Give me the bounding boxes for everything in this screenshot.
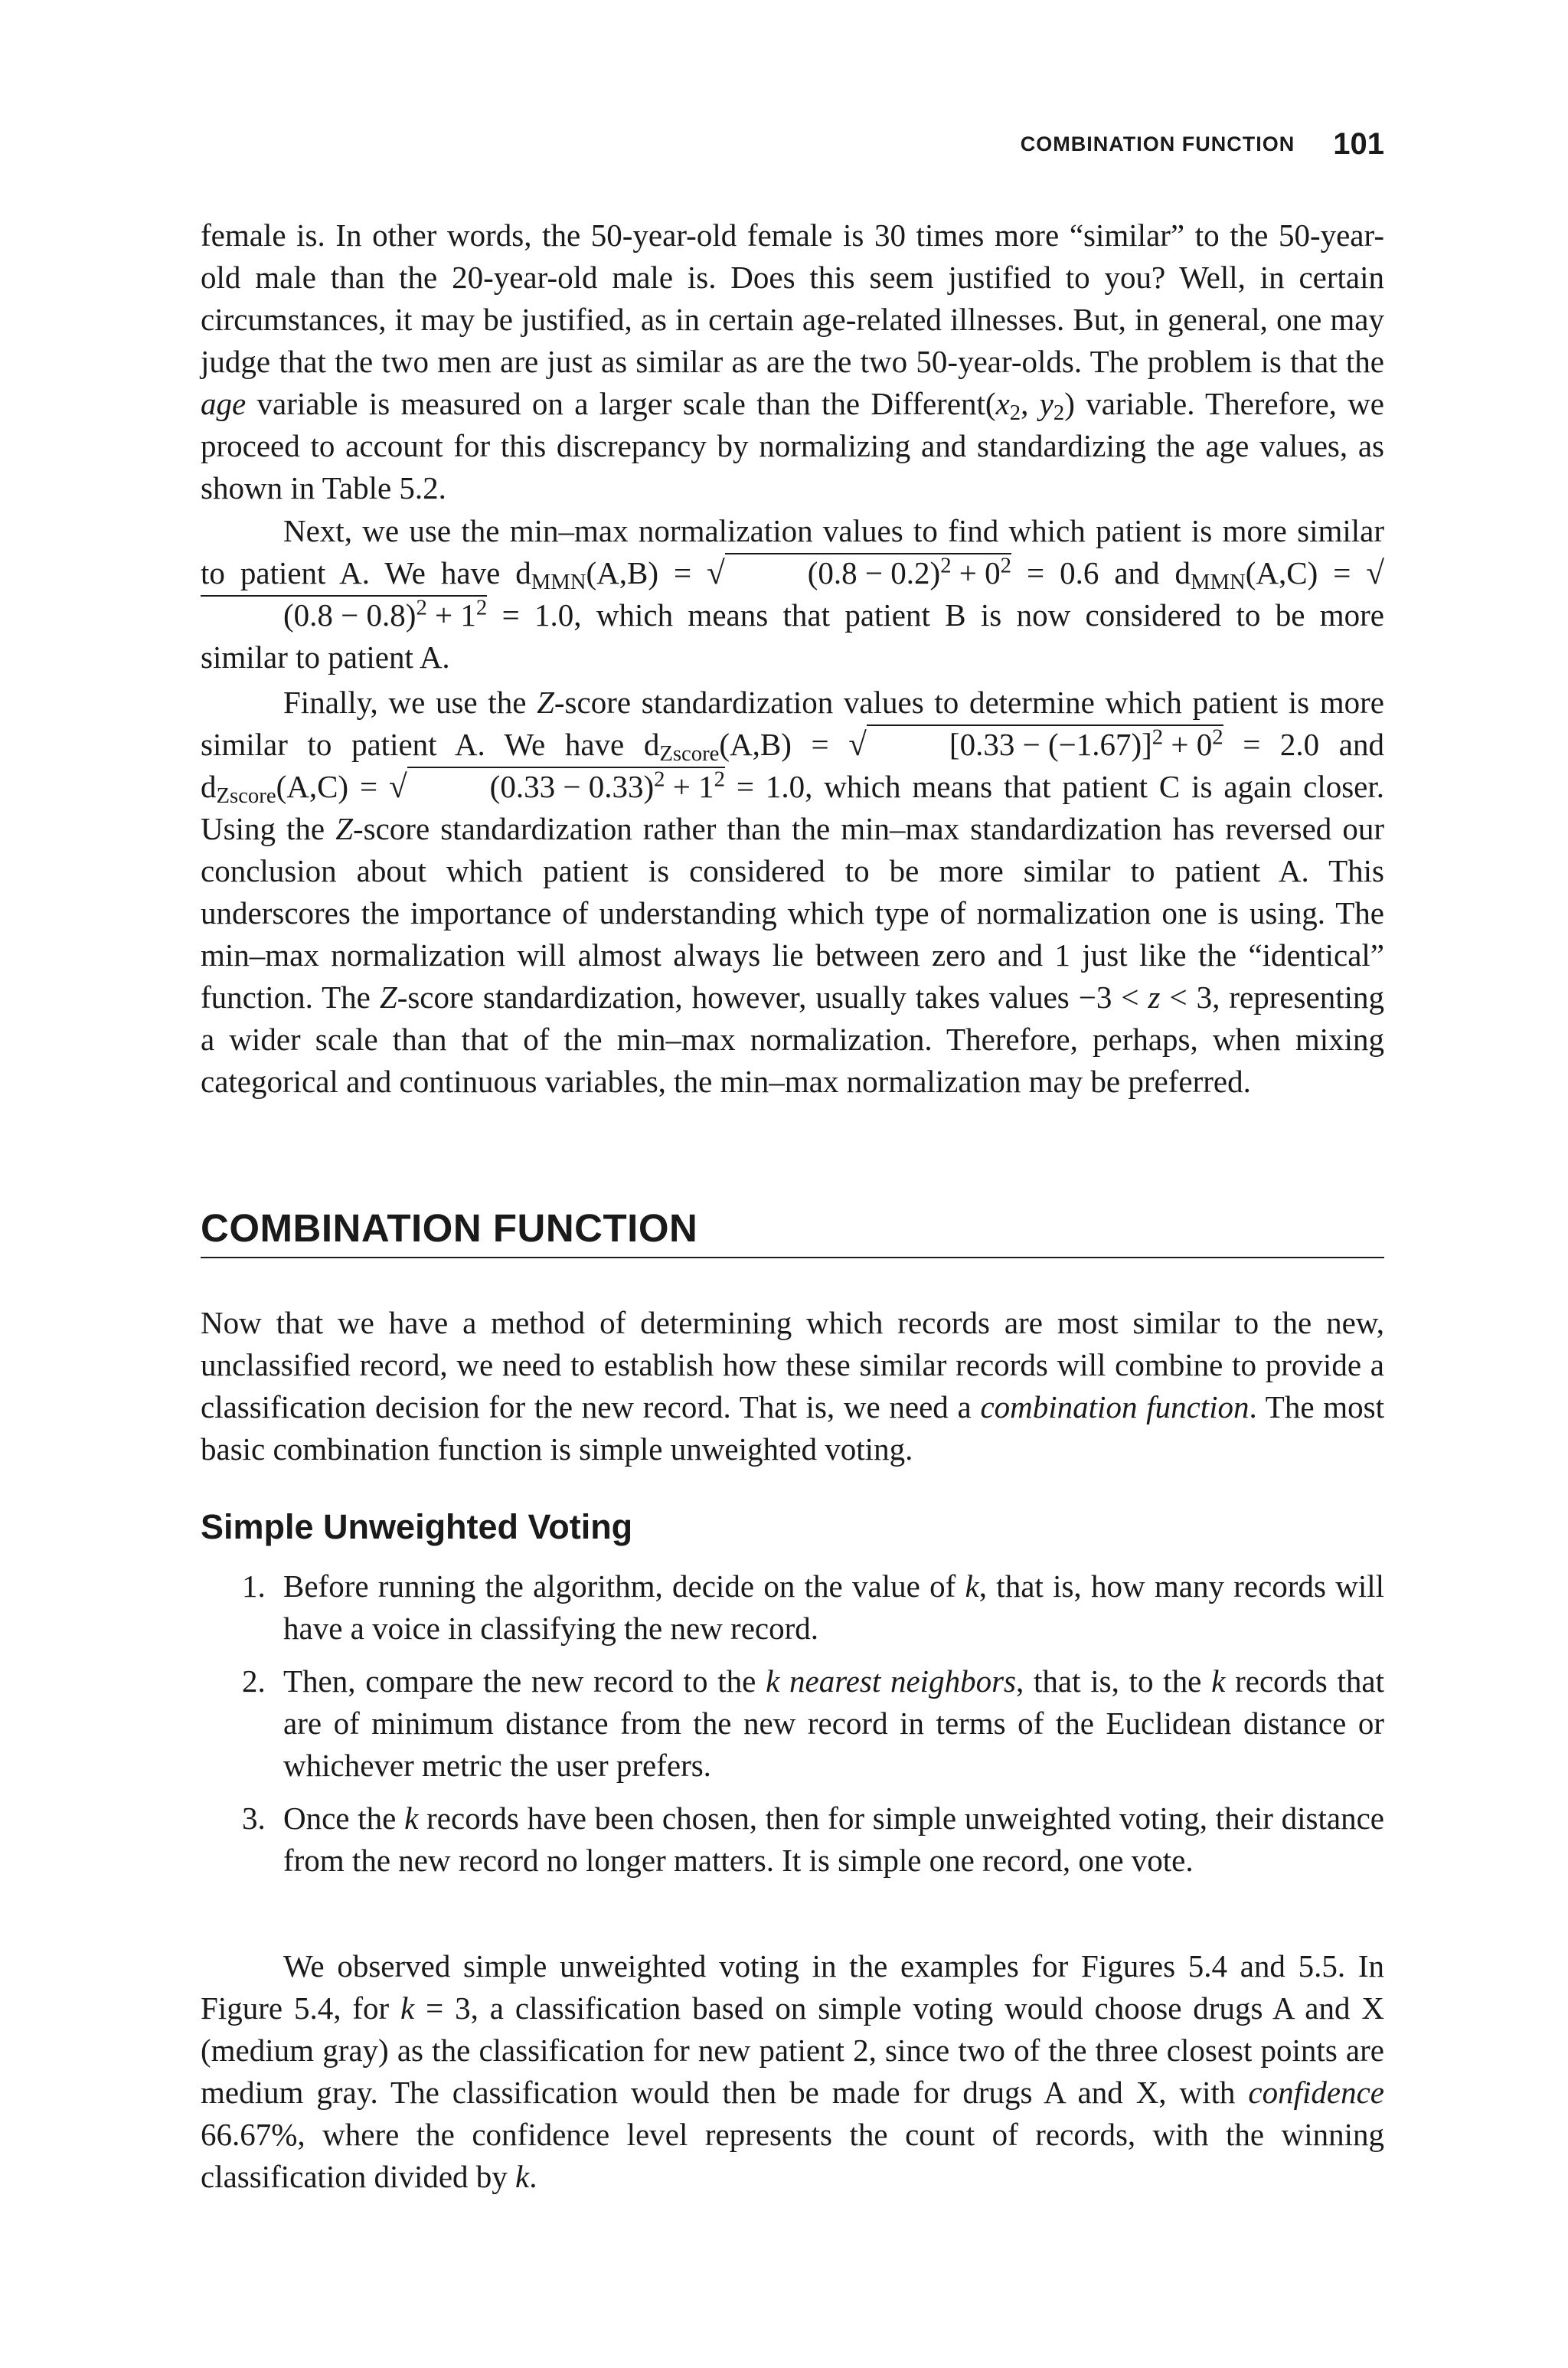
text-run: . The most basic combination function is simple unweighted voting. <box>201 1389 1384 1467</box>
text-run: , that is, how many records will have a voice in classifying the new record. <box>283 1568 1384 1646</box>
list-item <box>201 1565 1384 1650</box>
text-run: (A,B) = <box>719 727 849 762</box>
subsection-heading: Simple Unweighted Voting <box>201 1507 633 1546</box>
math-var: k <box>404 1801 419 1836</box>
text-run: female is. In other words, the 50-year-old female is 30 times more “similar” to the 50-year-old male than the 20-year-old male is. Does this seem justified to you? Well, in certain circumstances, it may be justified, as in certain age-related illnesses. But, in general, one may judge that the two men are just as similar as are the two 50-year-olds. The problem is that the <box>201 218 1384 379</box>
text-run: Then, compare the new record to the <box>283 1663 766 1699</box>
math-var: z <box>1148 980 1161 1015</box>
paragraph-age-scale <box>201 214 1384 509</box>
math-expr: + 0 <box>1163 727 1213 762</box>
math-expr: (0.33 − 0.33) <box>489 769 655 804</box>
list-item <box>201 1660 1384 1787</box>
sqrt-radicand <box>867 724 1223 763</box>
paragraph-voting-example <box>201 1945 1384 2198</box>
text-run: = 3, a classification based on simple voting would choose drugs A and X (medium gray) as the classification for new patient 2, since two of the three closest points are medium gray. The classification would then be made for drugs A and X, with <box>201 1990 1384 2110</box>
text-run: < 3, representing a wider scale than that of the min–max normalization. Therefore, perhaps, when mixing categorical and continuous variables, the min–max normalization may be preferred. <box>201 980 1384 1099</box>
superscript: 2 <box>475 595 488 620</box>
list-number: 3. <box>242 1801 266 1836</box>
text-run: Now that we have a method of determining which records are most similar to the new, unclassified record, we need to establish how these similar records will combine to provide a classification decision for the new record. That is, we need a <box>201 1305 1384 1424</box>
sqrt-radicand <box>407 767 725 805</box>
subscript: MMN <box>1191 570 1246 595</box>
math-var: k <box>965 1568 979 1604</box>
text-run: ) variable. Therefore, we proceed to account for this discrepancy by normalizing and standardizing the age values, as shown in Table 5.2. <box>201 386 1385 505</box>
list-number: 1. <box>242 1568 266 1604</box>
superscript: 2 <box>416 595 427 620</box>
list-item <box>201 1797 1384 1882</box>
text-run: . <box>529 2159 537 2194</box>
subscript: 2 <box>1053 401 1065 426</box>
paragraph-zscore-distance <box>201 682 1384 1103</box>
math-var: k <box>1211 1663 1226 1699</box>
text-run: We observed simple unweighted voting in the examples for Figures 5.4 and 5.5. In Figure 5.4, for <box>201 1948 1384 2026</box>
text-run: Finally, we use the <box>283 685 537 720</box>
sqrt-symbol: √ <box>848 727 867 763</box>
text-run: Before running the algorithm, decide on the value of <box>283 1568 965 1604</box>
math-var: y <box>1039 386 1054 421</box>
math-var: Z <box>537 685 554 720</box>
numbered-steps <box>201 1565 1384 1892</box>
subscript: MMN <box>531 570 586 595</box>
text-run: (A,B) = <box>586 555 707 590</box>
sqrt-symbol: √ <box>707 555 725 591</box>
superscript: 2 <box>940 553 952 578</box>
text-run: records have been chosen, then for simple unweighted voting, their distance from the new record no longer matters. It is simple one record, one vote. <box>283 1801 1384 1878</box>
superscript: 2 <box>1152 724 1164 750</box>
text-run: -score standardization values to determine which patient is more similar to patient A. We have d <box>201 685 1384 762</box>
math-var: x <box>995 386 1010 421</box>
text-run: -score standardization, however, usually takes values −3 < <box>397 980 1148 1015</box>
text-run: 66.67%, where the confidence level represents the count of records, with the winning classification divided by <box>201 2117 1384 2194</box>
text-run: = 2.0 and d <box>201 727 1384 804</box>
text-run: -score standardization rather than the min–max standardization has reversed our conclusion about which patient is considered to be more similar to patient A. This underscores the importance of understanding which type of normalization one is using. The min–max normalization will almost always lie between zero and 1 just like the “identical” function. The <box>201 811 1385 1015</box>
italic-term: age <box>201 386 247 421</box>
text-run: Once the <box>283 1801 405 1836</box>
superscript: 2 <box>714 767 725 792</box>
sqrt-symbol: √ <box>389 769 407 805</box>
math-expr: + 1 <box>426 597 476 633</box>
text-run: , that is, to the <box>1015 1663 1212 1699</box>
subscript: 2 <box>1009 401 1021 426</box>
math-var: Z <box>379 980 397 1015</box>
italic-term: combination function <box>980 1389 1250 1424</box>
paragraph-combination-intro <box>201 1302 1384 1470</box>
math-var: k <box>400 1990 415 2026</box>
math-expr: (0.8 − 0.8) <box>283 597 416 633</box>
text-run: = 0.6 and d <box>1011 555 1191 590</box>
superscript: 2 <box>1212 724 1223 750</box>
list-number: 2. <box>242 1663 266 1699</box>
text-run: Next, we use the min–max normalization values to find which patient is more similar to patient A. We have d <box>201 513 1384 590</box>
sqrt-symbol: √ <box>1366 555 1384 591</box>
text-run: (A,C) = <box>1245 555 1367 590</box>
subscript: Zscore <box>216 783 276 809</box>
text-run: variable is measured on a larger scale than the Different( <box>246 386 996 421</box>
math-var: Z <box>335 811 353 846</box>
text-run: = 1.0, which means that patient B is now considered to be more similar to patient A. <box>201 597 1384 675</box>
text-run: , <box>1021 386 1040 421</box>
running-head <box>201 127 1384 162</box>
paragraph-minmax-distance <box>201 510 1384 679</box>
text-run: (A,C) = <box>276 769 390 804</box>
running-title: COMBINATION FUNCTION <box>1020 132 1295 155</box>
italic-term: k nearest neighbors <box>766 1663 1016 1699</box>
math-expr: (0.8 − 0.2) <box>807 555 941 590</box>
math-var: k <box>515 2159 530 2194</box>
superscript: 2 <box>1000 553 1011 578</box>
math-expr: + 0 <box>951 555 1001 590</box>
page-number: 101 <box>1333 127 1384 161</box>
text-run: records that are of minimum distance from the new record in terms of the Euclidean distance or whichever metric the user prefers. <box>283 1663 1384 1783</box>
text-run: = 1.0, which means that patient C is again closer. Using the <box>201 769 1384 846</box>
sqrt-radicand <box>201 595 487 633</box>
sqrt-radicand <box>725 553 1011 591</box>
italic-term: confidence <box>1248 2075 1384 2110</box>
math-expr: + 1 <box>665 769 714 804</box>
math-expr: [0.33 − (−1.67)] <box>949 727 1152 762</box>
superscript: 2 <box>654 767 665 792</box>
subscript: Zscore <box>659 741 720 767</box>
section-heading: COMBINATION FUNCTION <box>201 1205 1384 1258</box>
